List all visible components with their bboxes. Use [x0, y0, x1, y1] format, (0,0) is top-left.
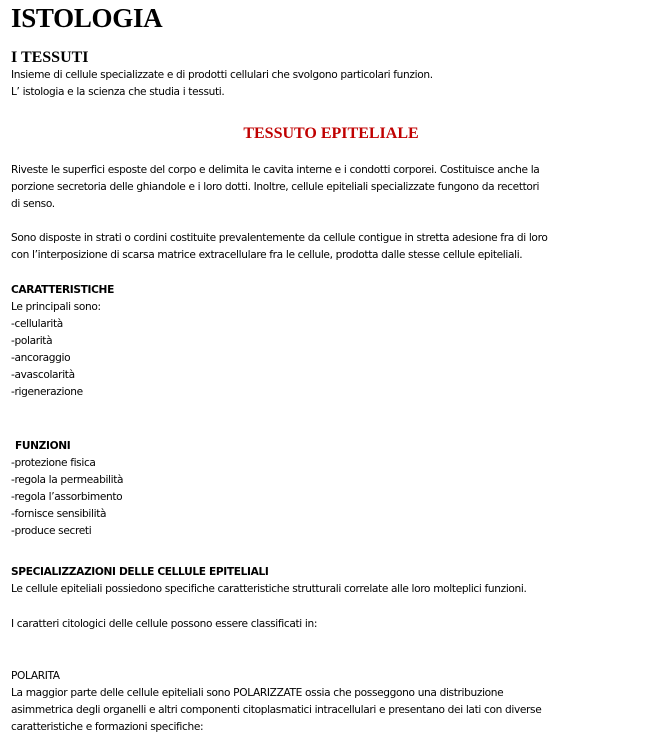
list-item: -regola la permeabilità	[11, 474, 124, 486]
text-line: Riveste le superfici esposte del corpo e delimita le cavita interne e i condotti corporei. Costituisce anche la	[11, 164, 540, 176]
section-heading-tessuto-epiteliale: TESSUTO EPITELIALE	[243, 125, 419, 142]
list-item: -avascolarità	[11, 369, 75, 381]
list-item: -protezione fisica	[11, 457, 96, 469]
text-line: Sono disposte in strati o cordini costituite prevalentemente da cellule contigue in stretta adesione fra di loro	[11, 232, 548, 244]
caratteristiche-heading: CARATTERISTICHE	[11, 284, 114, 296]
list-item: -polarità	[11, 335, 53, 347]
list-item: -rigenerazione	[11, 386, 83, 398]
text-line: La maggior parte delle cellule epiteliali sono POLARIZZATE ossia che posseggono una distribuzione	[11, 687, 504, 699]
text-line: Le cellule epiteliali possiedono specifiche caratteristiche strutturali correlate alle loro molteplici funzioni.	[11, 583, 527, 595]
polarita-heading: POLARITA	[11, 670, 60, 682]
tessuti-definition	[11, 67, 433, 101]
text-line: asimmetrica degli organelli e altri componenti citoplasmatici intracellulari e presentano dei lati con diverse	[11, 704, 542, 716]
funzioni-heading: FUNZIONI	[15, 440, 71, 452]
specializzazioni-heading: SPECIALIZZAZIONI DELLE CELLULE EPITELIALI	[11, 566, 269, 578]
list-item: -fornisce sensibilità	[11, 508, 107, 520]
specializzazioni-section	[11, 564, 527, 598]
funzioni-section	[11, 438, 123, 540]
text-line: di senso.	[11, 198, 55, 210]
polarita-section	[11, 668, 541, 736]
caratteristiche-section	[11, 282, 114, 401]
list-item: -cellularità	[11, 318, 63, 330]
caratteristiche-intro: Le principali sono:	[11, 301, 101, 313]
text-line: I caratteri citologici delle cellule possono essere classificati in:	[11, 618, 318, 630]
section-heading-tessuti: I TESSUTI	[11, 49, 89, 66]
epiteliale-paragraph-2	[11, 230, 547, 264]
text-line: porzione secretoria delle ghiandole e i loro dotti. Inoltre, cellule epiteliali specializzate fungono da recettori	[11, 181, 540, 193]
list-item: -ancoraggio	[11, 352, 71, 364]
document-title: ISTOLOGIA	[11, 3, 163, 33]
list-item: -regola l’assorbimento	[11, 491, 123, 503]
text-line: caratteristiche e formazioni specifiche:	[11, 721, 204, 733]
text-line: Insieme di cellule specializzate e di prodotti cellulari che svolgono particolari funzion.	[11, 69, 433, 81]
text-line: con l’interposizione di scarsa matrice extracellulare fra le cellule, prodotta dalle stesse cellule epiteliali.	[11, 249, 523, 261]
epiteliale-paragraph-1	[11, 162, 539, 213]
list-item: -produce secreti	[11, 525, 92, 537]
text-line: L’ istologia e la scienza che studia i tessuti.	[11, 86, 225, 98]
caratteri-citologici	[11, 616, 317, 633]
